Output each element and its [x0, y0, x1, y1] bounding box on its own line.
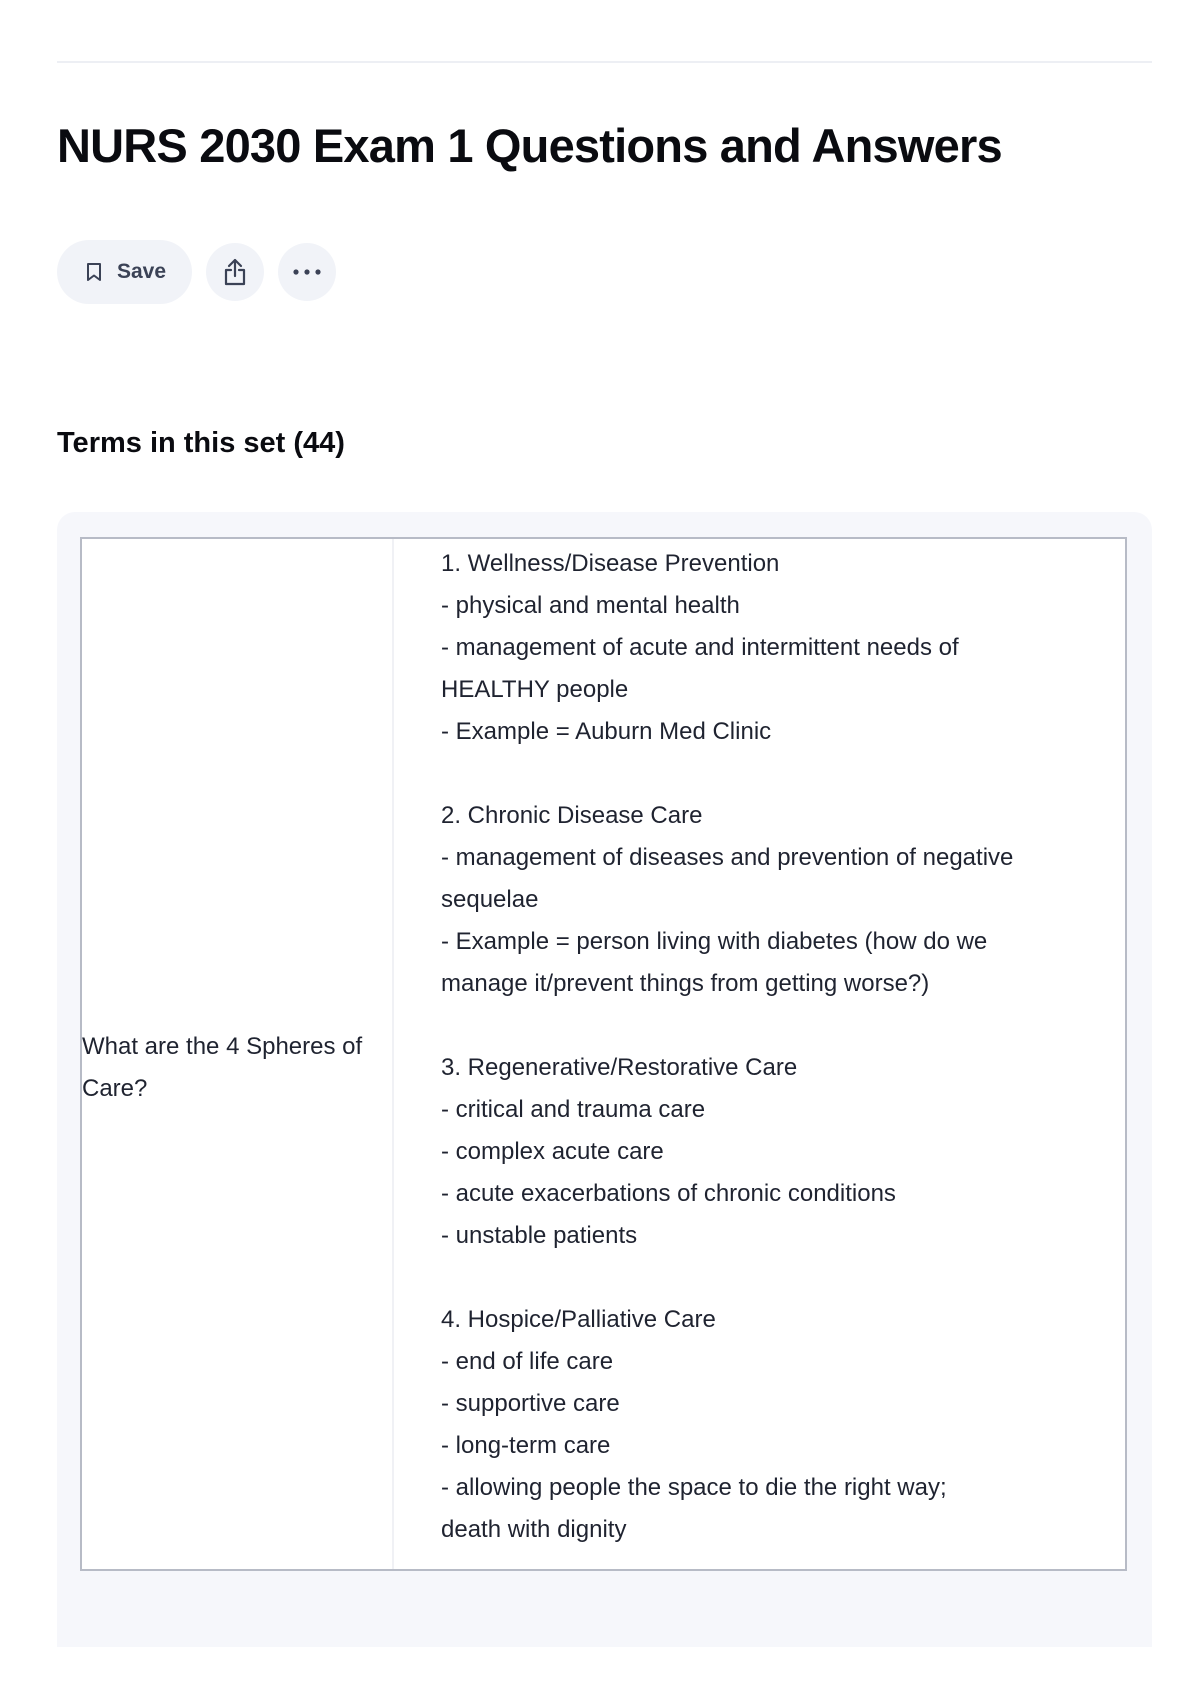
- definition-line: - allowing people the space to die the right way;: [441, 1474, 947, 1501]
- definition-line: - management of diseases and prevention of negative: [441, 844, 1014, 871]
- definition-line: manage it/prevent things from getting worse?): [441, 970, 930, 997]
- definition-line: HEALTHY people: [441, 676, 629, 703]
- term-side: [82, 539, 394, 1569]
- terms-panel: [57, 512, 1152, 1647]
- definition-line: 1. Wellness/Disease Prevention: [441, 550, 780, 577]
- definition-line: - acute exacerbations of chronic conditions: [441, 1180, 896, 1207]
- definition-blank-line: [441, 1005, 1105, 1047]
- bookmark-icon: [85, 262, 103, 282]
- term-text: What are the 4 Spheres of Care?: [82, 1032, 363, 1102]
- definition-line: - Example = Auburn Med Clinic: [441, 718, 772, 745]
- page-title: NURS 2030 Exam 1 Questions and Answers: [57, 119, 1002, 172]
- share-button[interactable]: [206, 243, 264, 301]
- more-horizontal-icon: [292, 268, 322, 276]
- top-divider: [57, 61, 1152, 63]
- definition-line: 3. Regenerative/Restorative Care: [441, 1054, 798, 1081]
- definition-line: - physical and mental health: [441, 592, 740, 619]
- definition-line: - critical and trauma care: [441, 1096, 706, 1123]
- definition-blank-line: [441, 753, 1105, 795]
- definition-line: - Example = person living with diabetes (how do we: [441, 928, 988, 955]
- terms-section-title: Terms in this set (44): [57, 427, 345, 459]
- definition-side: [394, 539, 1125, 1569]
- definition-line: - complex acute care: [441, 1138, 664, 1165]
- definition-line: - management of acute and intermittent needs of: [441, 634, 959, 661]
- definition-line: - unstable patients: [441, 1222, 638, 1249]
- definition-line: sequelae: [441, 886, 539, 913]
- term-card: [80, 537, 1127, 1571]
- definition-line: 4. Hospice/Palliative Care: [441, 1306, 716, 1333]
- share-icon: [222, 257, 248, 287]
- definition-blank-line: [441, 1257, 1105, 1299]
- definition-line: - supportive care: [441, 1390, 620, 1417]
- save-button[interactable]: [57, 240, 192, 304]
- definition-line: - long-term care: [441, 1432, 611, 1459]
- definition-line: death with dignity: [441, 1516, 627, 1543]
- definition-line: 2. Chronic Disease Care: [441, 802, 703, 829]
- definition-line: - end of life care: [441, 1348, 614, 1375]
- action-bar: [57, 240, 336, 304]
- save-label: Save: [117, 260, 167, 283]
- more-options-button[interactable]: [278, 243, 336, 301]
